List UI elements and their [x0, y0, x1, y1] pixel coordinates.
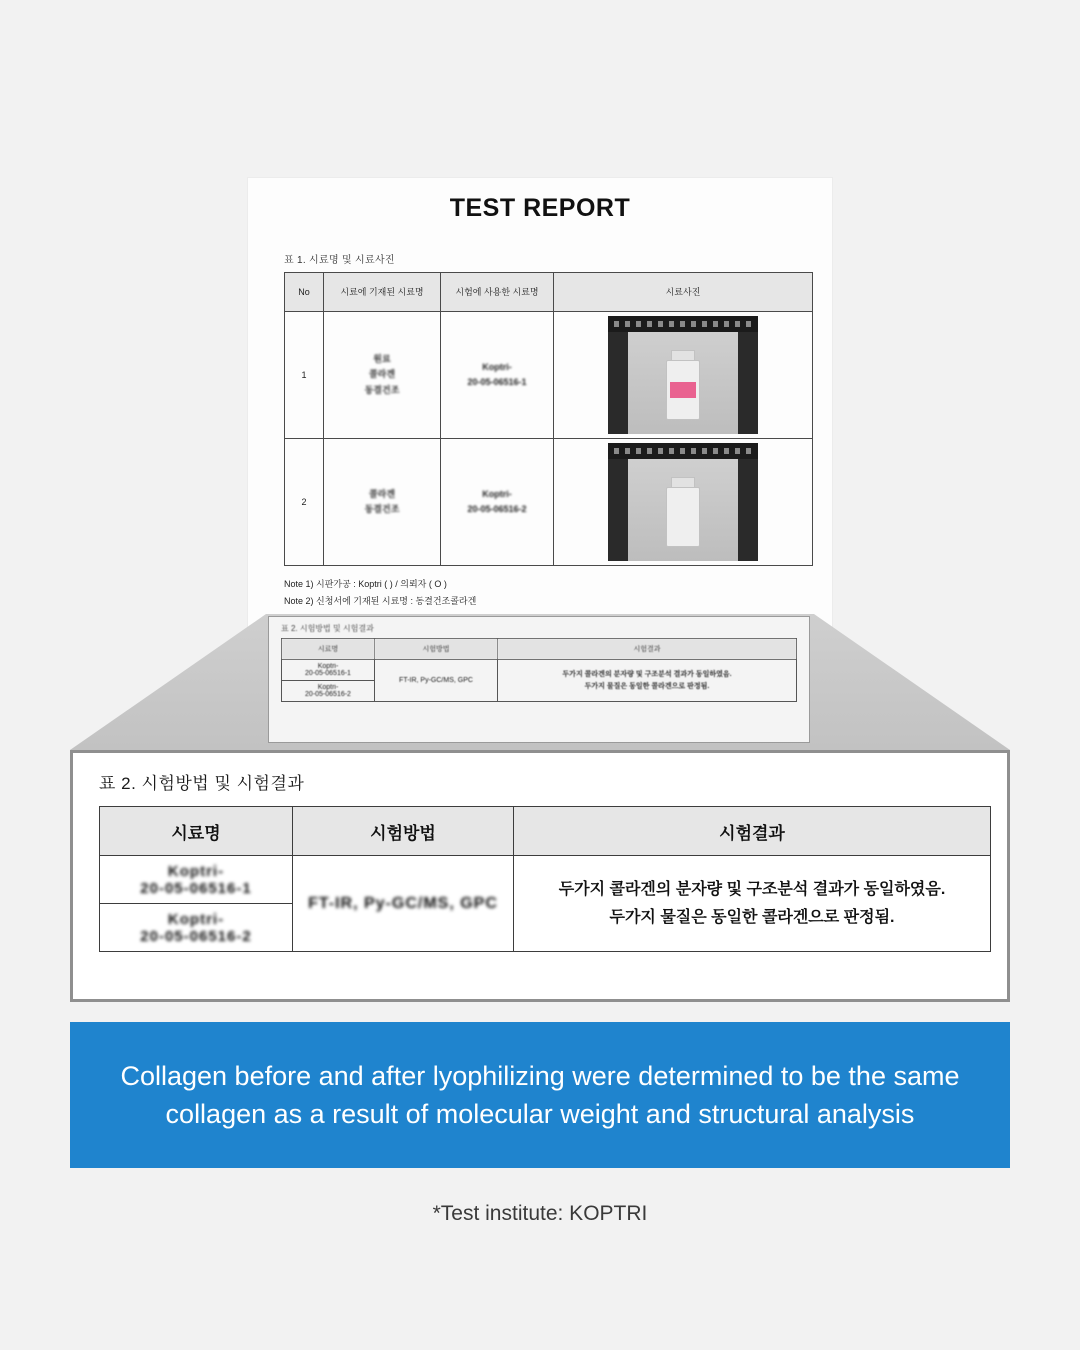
conclusion-banner — [70, 1022, 1010, 1168]
table-row — [285, 439, 813, 566]
table2-header-method: 시험방법 — [293, 807, 514, 856]
report-notes — [284, 576, 832, 610]
test-institute-footnote: *Test institute: KOPTRI — [432, 1202, 648, 1225]
table1-row1-written-name: 원료 콜라겐 동결건조 — [324, 312, 441, 439]
table1-row1-photo-cell — [554, 312, 813, 439]
table2-sample-2: Koptri- 20-05-06516-2 — [100, 904, 293, 952]
table-row — [285, 312, 813, 439]
table2-preview — [268, 616, 810, 743]
preview-header-sample: 시료명 — [282, 639, 375, 660]
preview-result-line-1: 두가지 콜라겐의 분자량 및 구조분석 결과가 동일하였음. — [562, 671, 732, 679]
table1-header-photo: 시료사진 — [554, 273, 813, 312]
preview-header-result: 시험결과 — [498, 639, 797, 660]
sample-bottle-photo-1 — [608, 316, 758, 434]
report-note-2: Note 2) 신청서에 기재된 시료명 : 동결건조콜라겐 — [284, 596, 477, 607]
table-header-row — [282, 639, 797, 660]
preview-result-line-2: 두가지 물질은 동일한 콜라겐으로 판정됨. — [584, 682, 710, 690]
table2-preview-table — [281, 638, 797, 702]
table1-header-no: No — [285, 273, 324, 312]
table2-zoom-panel — [70, 750, 1010, 1002]
table-row — [100, 856, 991, 904]
table1-row1-used-name: Koptri- 20-05-06516-1 — [441, 312, 554, 439]
preview-header-method: 시험방법 — [375, 639, 498, 660]
table1-row1-no: 1 — [285, 312, 324, 439]
preview-sample-1: Koptri- 20-05-06516-1 — [282, 660, 375, 681]
preview-result — [498, 660, 797, 702]
table1-header-written-name: 시료에 기재된 시료명 — [324, 273, 441, 312]
table2-preview-caption: 표 2. 시험방법 및 시험결과 — [281, 624, 374, 633]
table2-method: FT-IR, Py-GC/MS, GPC — [293, 856, 514, 952]
table2-test-method-and-results — [99, 806, 991, 952]
table1-caption: 표 1. 시료명 및 시료사진 — [284, 255, 395, 266]
table-header-row — [100, 807, 991, 856]
table1-header-used-name: 시험에 사용한 시료명 — [441, 273, 554, 312]
conclusion-banner-text: Collagen before and after lyophilizing were determined to be the same collagen as a result of molecular weight and structural analysis — [120, 1060, 960, 1129]
table1-row2-written-name: 콜라겐 동결건조 — [324, 439, 441, 566]
table1-sample-names-and-photos — [284, 272, 813, 566]
table1-row2-photo-cell — [554, 439, 813, 566]
table2-header-result: 시험결과 — [514, 807, 991, 856]
table1-row2-used-name: Koptri- 20-05-06516-2 — [441, 439, 554, 566]
table2-result — [514, 856, 991, 952]
table2-result-line-2: 두가지 물질은 동일한 콜라겐으로 판정됨. — [609, 908, 895, 926]
preview-sample-2: Koptri- 20-05-06516-2 — [282, 681, 375, 702]
table1-row2-no: 2 — [285, 439, 324, 566]
sample-bottle-photo-2 — [608, 443, 758, 561]
table-header-row — [285, 273, 813, 312]
table2-sample-1: Koptri- 20-05-06516-1 — [100, 856, 293, 904]
table2-result-line-1: 두가지 콜라겐의 분자량 및 구조분석 결과가 동일하였음. — [558, 880, 946, 898]
page-title: TEST REPORT — [449, 194, 631, 222]
table-row — [282, 660, 797, 681]
report-note-1: Note 1) 시판가공 : Koptri ( ) / 의뢰자 ( O ) — [284, 579, 447, 589]
table2-header-sample: 시료명 — [100, 807, 293, 856]
table2-caption: 표 2. 시험방법 및 시험결과 — [99, 774, 305, 793]
preview-method: FT-IR, Py-GC/MS, GPC — [375, 660, 498, 702]
